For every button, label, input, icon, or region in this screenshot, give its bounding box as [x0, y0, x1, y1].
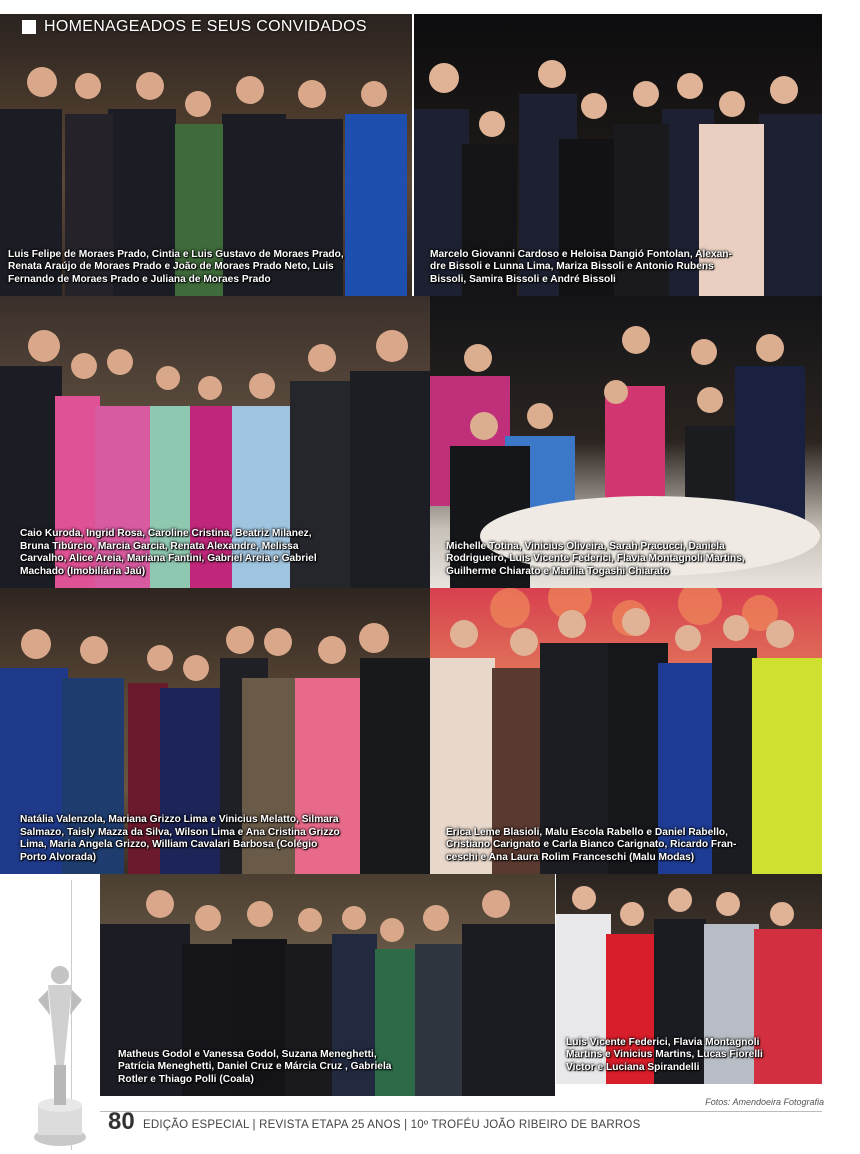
photo-1-caption	[8, 249, 404, 287]
caption-line: Patrícia Meneghetti, Daniel Cruz e Márcia Cruz , Gabriela	[118, 1061, 392, 1072]
caption-line: dre Bissoli e Lunna Lima, Mariza Bissoli e Antonio Rubens	[430, 261, 714, 272]
photo-7-caption	[118, 1049, 547, 1087]
caption-line: Cristiano Carignato e Carla Bianco Carignato, Ricardo Fran-	[446, 839, 737, 850]
photo-2	[414, 14, 822, 296]
photo-7	[100, 874, 555, 1096]
caption-line: Machado (Imobiliária Jaú)	[20, 565, 146, 577]
caption-line: Rotler e Thiago Polli (Coala)	[118, 1073, 254, 1085]
caption-line: Renata Araújo de Moraes Prado e João de Moraes Prado Neto, Luis	[8, 261, 334, 272]
caption-line: Erica Leme Blasioli, Malu Escola Rabello e Daniel Rabello,	[446, 826, 728, 838]
caption-line: Porto Alvorada)	[20, 851, 97, 863]
photo-3-caption	[20, 528, 422, 578]
caption-line: Fernando de Moraes Prado e Juliana de Moraes Prado	[8, 273, 271, 285]
page-number: 80	[108, 1108, 135, 1135]
caption-line: Luis Vicente Federici, Flavia Montagnoli	[566, 1036, 760, 1048]
photo-6-caption	[446, 827, 814, 865]
footer-divider	[100, 1111, 822, 1112]
photo-credit: Fotos: Amendoeira Fotografia	[705, 1097, 824, 1107]
photo-8-caption	[566, 1037, 814, 1075]
section-title	[22, 18, 367, 36]
caption-line: Bruna Tibúrcio, Marcia Garcia, Renata Alexandre, Melissa	[20, 540, 299, 552]
caption-line: Marcelo Giovanni Cardoso e Heloisa Dangió Fontolan, Alexan-	[430, 248, 732, 260]
caption-line: Carvalho, Alice Areia, Mariana Fantini, Gabriel Areia e Gabriel	[20, 553, 317, 564]
footer-text: EDIÇÃO ESPECIAL | REVISTA ETAPA 25 ANOS | 10º TROFÉU JOÃO RIBEIRO DE BARROS	[143, 1119, 641, 1131]
photo-4-caption	[446, 541, 814, 579]
caption-line: Michelle Totina, Vinicius Oliveira, Sarah Pracucci, Daniela	[446, 540, 725, 552]
caption-line: Rodrigueiro, Luis Vicente Federici, Flavia Montagnoli Martins,	[446, 553, 745, 564]
caption-line: Matheus Godol e Vanessa Godol, Suzana Meneghetti,	[118, 1048, 377, 1060]
caption-line: Luis Felipe de Moraes Prado, Cintia e Luis Gustavo de Moraes Prado,	[8, 248, 344, 260]
photo-4	[430, 296, 822, 588]
section-title-text: HOMENAGEADOS E SEUS CONVIDADOS	[44, 18, 367, 35]
section-marker-square	[22, 20, 36, 34]
photo-6	[430, 588, 822, 874]
photo-2-caption	[430, 249, 814, 287]
caption-line: Natália Valenzola, Mariana Grizzo Lima e Vinicius Melatto, Silmara	[20, 814, 339, 825]
caption-line: Martins e Vinicius Martins, Lucas Fiorelli	[566, 1049, 763, 1060]
photo-1	[0, 14, 412, 296]
caption-line: Caio Kuroda, Ingrid Rosa, Caroline Cristina, Beatriz Milanez,	[20, 528, 312, 539]
caption-line: Lima, Maria Angela Grizzo, William Cavalari Barbosa (Colégio	[20, 839, 318, 850]
caption-line: Bissoli, Samira Bissoli e André Bissoli	[430, 273, 616, 285]
caption-line: ceschi e Ana Laura Rolim Franceschi (Malu Modas)	[446, 851, 695, 863]
caption-line: Salmazo, Taisly Mazza da Silva, Wilson Lima e Ana Cristina Grizzo	[20, 826, 340, 838]
photo-3	[0, 296, 430, 588]
photo-8	[556, 874, 822, 1084]
caption-line: Victor e Luciana Spirandelli	[566, 1061, 700, 1073]
caption-line: Guilherme Chiarato e Marilia Togashi Chiarato	[446, 565, 670, 577]
trophy-icon	[30, 955, 90, 1150]
photo-5-caption	[20, 814, 422, 864]
photo-5	[0, 588, 430, 874]
